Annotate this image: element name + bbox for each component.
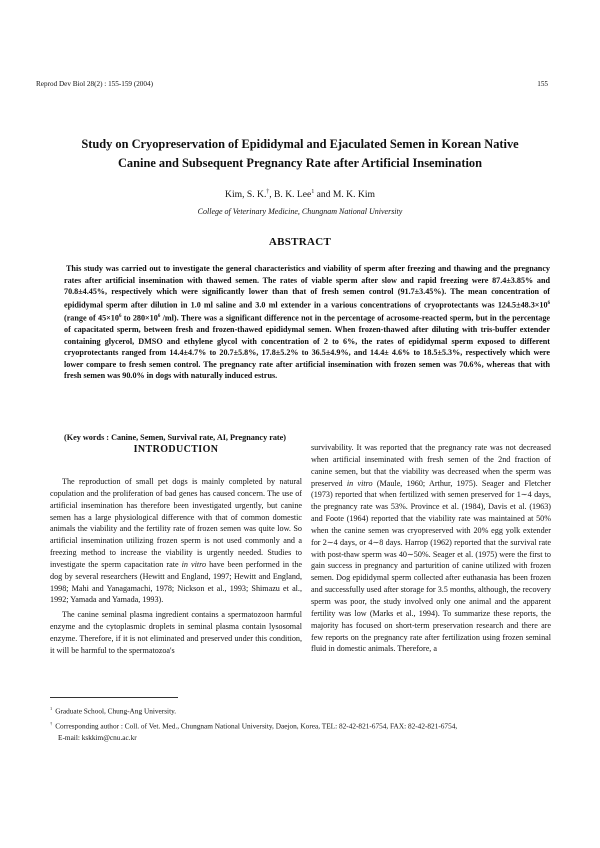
footnotes: [50, 703, 552, 745]
author-separator-2: and: [314, 189, 333, 201]
abstract-exponent-1: 6: [547, 300, 550, 306]
footnote-1: [50, 703, 552, 718]
abstract-body: [64, 263, 550, 382]
intro-paragraph-1: [50, 476, 302, 606]
intro-paragraph-2: The canine seminal plasma ingredient contains a spermatozoon harmful enzyme and the cytoplasmic droplets in seminal plasma contain lysosomal enzyme. Therefore, if it is not eliminated and preserved under this condition, it will be harmful to the spermatozoa's: [50, 610, 302, 655]
title-line-1: Study on Cryopreservation of Epididymal and Ejaculated Semen in Korean Native: [81, 137, 519, 151]
author-1: Kim, S. K.: [225, 189, 267, 201]
abstract-exponent-3: 6: [157, 313, 161, 319]
author-2-mark: 1: [311, 189, 315, 195]
intro-p1-text: The reproduction of small pet dogs is mainly completed by natural copulation and the proliferation of bad genes has caused concern. The use of artificial insemination has therefore been investigated urgently, but canine semen has a large physiological difference with that of common domestic animals the viability and the fertility rate of frozen semen was quite low. So artificial insemination utilizing frozen sperm is not used commonly and a freezing method to increase the viability is urgently needed. Studies to investigate the sperm capacitation rate: [50, 477, 302, 569]
footnote-rule: [50, 697, 178, 698]
footnote-2-email: E-mail: kskkim@cnu.ac.kr: [58, 733, 137, 743]
intro-right-text-1: survivability. It was reported that the pregnancy rate was not decreased when artificial inseminated with fresh semen of the 2nd fraction of canine semen, but that the viability was decreased when the sperm was preserved: [311, 443, 551, 488]
introduction-heading: INTRODUCTION: [133, 444, 219, 455]
author-2: B. K. Lee: [274, 189, 312, 201]
author-list: [0, 189, 600, 200]
left-column: [50, 476, 302, 660]
page-number: 155: [537, 80, 548, 88]
footnote-2-mark: †: [50, 720, 53, 726]
affiliation: College of Veterinary Medicine, Chungnam National University: [197, 207, 403, 216]
paper-title: [40, 135, 560, 173]
footnote-2: [50, 718, 552, 733]
intro-right-text-2: (Maule, 1960; Arthur, 1975). Seager and Fletcher (1973) reported that when fertilized with semen preserved for 1∼4 days, the pregnancy rate was 53%. Province et al. (1984), Davis et al. (1963) and Foote (1964) reported that the viability rate was maintained at 50% when the canine semen was cryopreserved with 20% egg yolk extender for 2∼4 days, or 4∼8 days. Harrop (1962) reported that the survival rate with post-thaw sperm was 40∼50%. Seager et al. (1975) were the first to gain success in pregnancy and parturition of canine utilized with frozen semen. Dog epididymal sperm collected after euthanasia has been frozen and successfully used after storage for 3.5 months, although, the recovery sperm was poor, the study involved only one animal and the apparent fertility was low (Marks et al., 1994). To summarize these reports, the majority has focused on short-term preservation research and there are few reports on the pregnancy rate after fertilization using frozen seminal fluid in domestic animals. Therefore, a: [311, 478, 551, 654]
journal-citation: Reprod Dev Biol 28(2) : 155-159 (2004): [36, 80, 153, 88]
abstract-exponent-2: 6: [118, 313, 122, 319]
intro-paragraph-continued: [311, 442, 551, 655]
abstract-text-3: to 280×10: [121, 313, 158, 323]
author-3: M. K. Kim: [332, 189, 375, 201]
footnote-1-text: Graduate School, Chung-Ang University.: [55, 706, 177, 716]
abstract-text-1: This study was carried out to investigate the general characteristics and viability of sperm after freezing and thawing and the pregnancy rates after artificial insemination with thawed semen. The rates of viable sperm after slow and rapid freezing were 87.4±3.85% and 70.8±4.45%, respectively which were significantly lower than that of fresh semen control (91.7±3.45%). The mean concentration of epididymal sperm after dilution in 1.0 ml saline and 3.0 ml extender in a various concentrations of cryoprotectants was 124.5±48.3×10: [64, 264, 550, 310]
abstract-text-4: /ml). There was a significant difference not in the percentage of acrosome-reacted sperm, but in the percentage of capacitated sperm, between fresh and frozen-thawed epididymal semen. When frozen-thawed after diluting with tris-buffer extender containing glycerol, DMSO and ethylene glycol with concentration of 2 to 6%, the rates of epididymal sperm exposed to different cryoprotectants ranged from 14.4±4.7% to 20.7±5.8%, 17.8±5.2% to 36.5±4.9%, and 14.4± 4.6% to 18.5±5.3%, respectively which were lower compare to fresh semen control. The pregnancy rate after artificial insemination with frozen semen was 70.6%, whereas that with fresh semen was 90.0% in dogs with naturally induced estrus.: [64, 313, 550, 381]
author-1-mark: †: [266, 189, 270, 195]
intro-right-italic: in vitro: [346, 478, 373, 488]
intro-p1-italic: in vitro: [181, 559, 207, 569]
running-header: [36, 80, 548, 88]
footnote-1-mark: 1: [50, 706, 53, 711]
title-line-2: Canine and Subsequent Pregnancy Rate after Artificial Insemination: [117, 156, 483, 170]
abstract-heading: ABSTRACT: [268, 236, 332, 248]
abstract-text-2: (range of 45×10: [64, 313, 119, 323]
footnote-2-text: Corresponding author : Coll. of Vet. Med., Chungnam National University, Daejon, Korea, TEL: 82-42-821-6754, FAX: 82-42-821-6754,: [55, 721, 458, 731]
keywords: (Key words : Canine, Semen, Survival rate, AI, Pregnancy rate): [64, 433, 287, 442]
right-column: [311, 442, 551, 658]
intro-p1-end: have been performed in the dog by several researchers (Hewitt and England, 1997; Hewitt and England, 1998; Mahi and Yanagamachi, 1978; Nickson et al., 1993; Shimazu et al., 1992; Yamada and Yamada, 1993).: [50, 559, 302, 605]
author-separator-1: ,: [269, 189, 275, 201]
